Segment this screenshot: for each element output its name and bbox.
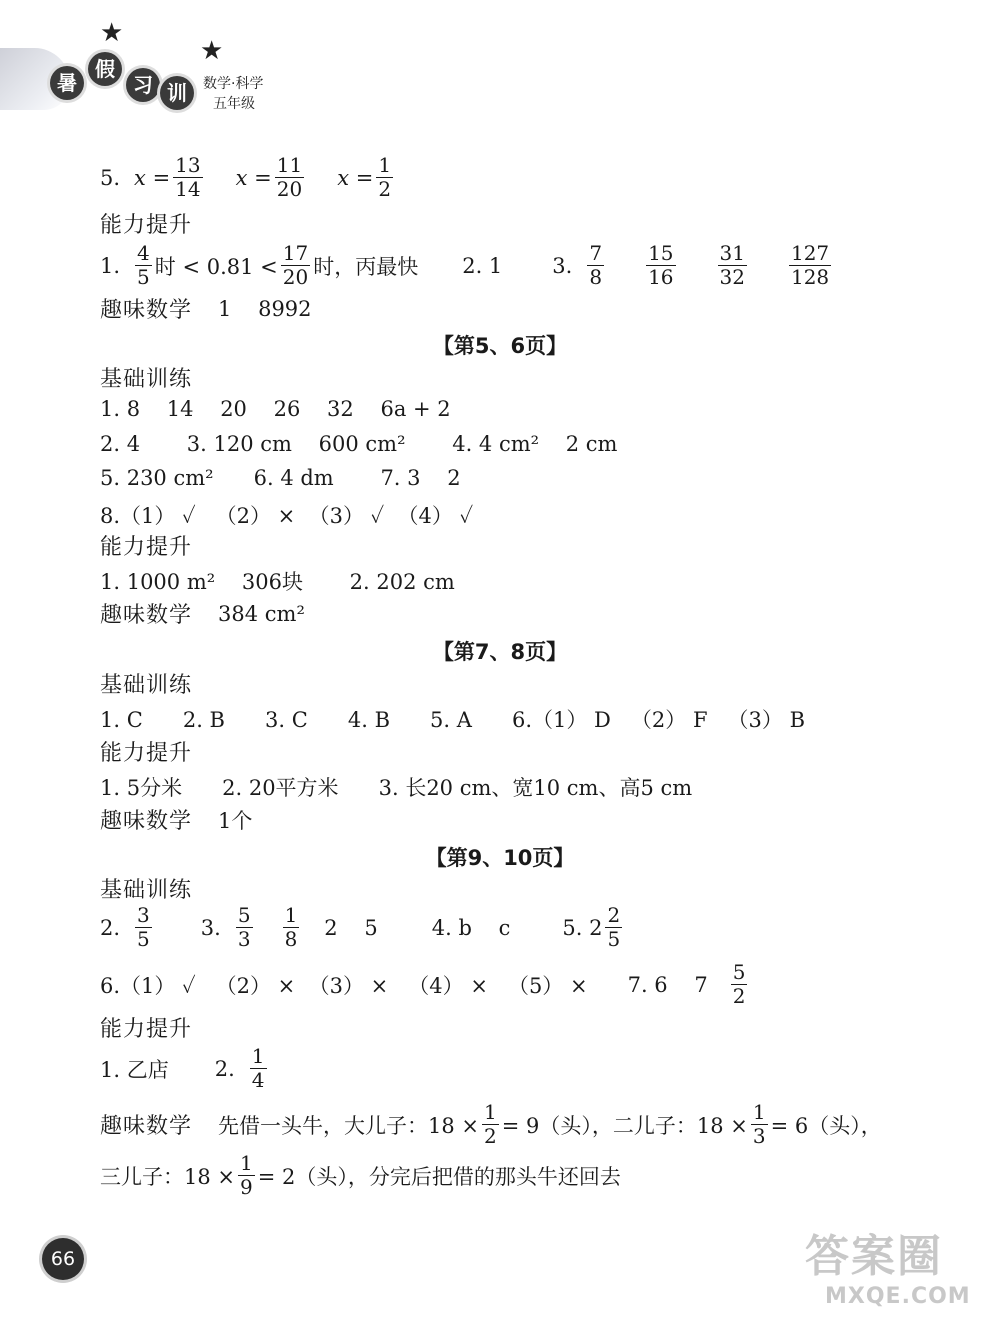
- book-header: [0, 0, 320, 135]
- fun-math-line-cont: 三儿子：18 × $\frac{1}{9}$ = 2（头），分完后把借的那头牛还回去: [100, 1151, 621, 1199]
- fraction: $\frac{1}{2}$: [484, 1100, 497, 1148]
- section-title-ability: 能力提升: [100, 213, 193, 238]
- fraction: $\frac{31}{32}$: [719, 241, 745, 289]
- star-icon: ★: [100, 18, 124, 48]
- fun-math-line: 趣味数学 384 cm²: [100, 601, 305, 628]
- watermark: [805, 1220, 995, 1320]
- section-title-basic: 基础训练: [100, 878, 193, 903]
- section-title-ability: 能力提升: [100, 741, 193, 766]
- fraction: $\frac{1}{8}$: [284, 903, 298, 951]
- fraction: $\frac{1}{9}$: [240, 1151, 253, 1199]
- fraction: $\frac{2}{5}$: [607, 903, 621, 951]
- fun-math-line: 趣味数学 先借一头牛，大儿子：18 × $\frac{1}{2}$ = 9（头），二儿子：18 × $\frac{1}{3}$ = 6（头），: [100, 1100, 882, 1148]
- fraction: $\frac{1}{3}$: [752, 1100, 766, 1148]
- answer-line-q5: 5. x = $\frac{13}{14}$ x = $\frac{11}{20}$ x = $\frac{1}{2}$: [100, 153, 392, 201]
- watermark-url: MXQE.COM: [825, 1284, 971, 1309]
- fraction: $\frac{13}{14}$: [175, 153, 201, 201]
- star-icon: ★: [200, 36, 224, 66]
- section-title-ability: 能力提升: [100, 535, 193, 560]
- fun-math-line: 趣味数学 1个: [100, 808, 253, 834]
- title-badge: 训: [160, 76, 194, 110]
- answer-line: 1. C 2. B 3. C 4. B 5. A 6.（1） D （2） F （3） B: [100, 708, 806, 732]
- section-heading-p56: 【第5、6页】: [432, 334, 568, 358]
- fraction: $\frac{1}{2}$: [378, 153, 392, 201]
- section-heading-p910: 【第9、10页】: [425, 846, 575, 870]
- fraction: $\frac{5}{3}$: [237, 903, 251, 951]
- fraction: $\frac{7}{8}$: [589, 241, 603, 289]
- fraction: $\frac{1}{4}$: [251, 1044, 265, 1092]
- page-number: 66: [42, 1238, 84, 1280]
- section-title-basic: 基础训练: [100, 367, 193, 392]
- answer-line: 2. 4 3. 120 cm 600 cm² 4. 4 cm² 2 cm: [100, 432, 618, 456]
- fraction: $\frac{17}{20}$: [282, 241, 309, 289]
- section-title-ability: 能力提升: [100, 1017, 193, 1042]
- answer-line: 2. $\frac{3}{5}$ 3. $\frac{5}{3}$ $\frac{1}{8}$ 2 5 4. b c 5. 2 $\frac{2}{5}$: [100, 903, 621, 951]
- fraction: $\frac{5}{2}$: [732, 960, 746, 1008]
- answer-line: 1. 乙店 2. $\frac{1}{4}$: [100, 1044, 265, 1092]
- section-heading-p78: 【第7、8页】: [432, 640, 568, 664]
- answer-line-ability: 1. $\frac{4}{5}$ 时 < 0.81 < $\frac{17}{20}$ 时，丙最快 2. 1 3. $\frac{7}{8}$ $\frac{15}{16}$ $\frac{31}{32}$ $\frac{127}{128}$: [100, 241, 830, 289]
- answer-line: 5. 230 cm² 6. 4 dm 7. 3 2: [100, 466, 461, 490]
- answer-line: 1. 5分米 2. 20平方米 3. 长20 cm、宽10 cm、高5 cm: [100, 776, 693, 800]
- answer-line: 8.（1） ✓ （2） × （3） ✓ （4） ✓: [100, 504, 474, 528]
- title-badge: 习: [126, 68, 160, 102]
- fraction: $\frac{4}{5}$: [137, 241, 150, 289]
- fraction: $\frac{3}{5}$: [137, 903, 150, 951]
- answer-line: 1. 1000 m² 306块 2. 202 cm: [100, 570, 455, 594]
- answer-line: 6.（1） ✓ （2） × （3） × （4） × （5） × 7. 6 7 $\frac{5}{2}$: [100, 960, 746, 1008]
- fun-math-line: 趣味数学 1 8992: [100, 296, 312, 323]
- fraction: $\frac{11}{20}$: [276, 153, 303, 201]
- fraction: $\frac{15}{16}$: [648, 241, 674, 289]
- subject-label: 数学·科学: [203, 76, 264, 92]
- watermark-text: 答案圈: [805, 1231, 943, 1282]
- answer-line: 1. 8 14 20 26 32 6a + 2: [100, 397, 451, 421]
- fraction: $\frac{127}{128}$: [790, 241, 830, 289]
- title-badge: 暑: [50, 66, 84, 100]
- section-title-basic: 基础训练: [100, 673, 193, 698]
- title-badge: 假: [88, 52, 122, 86]
- grade-label: 五年级: [213, 96, 255, 112]
